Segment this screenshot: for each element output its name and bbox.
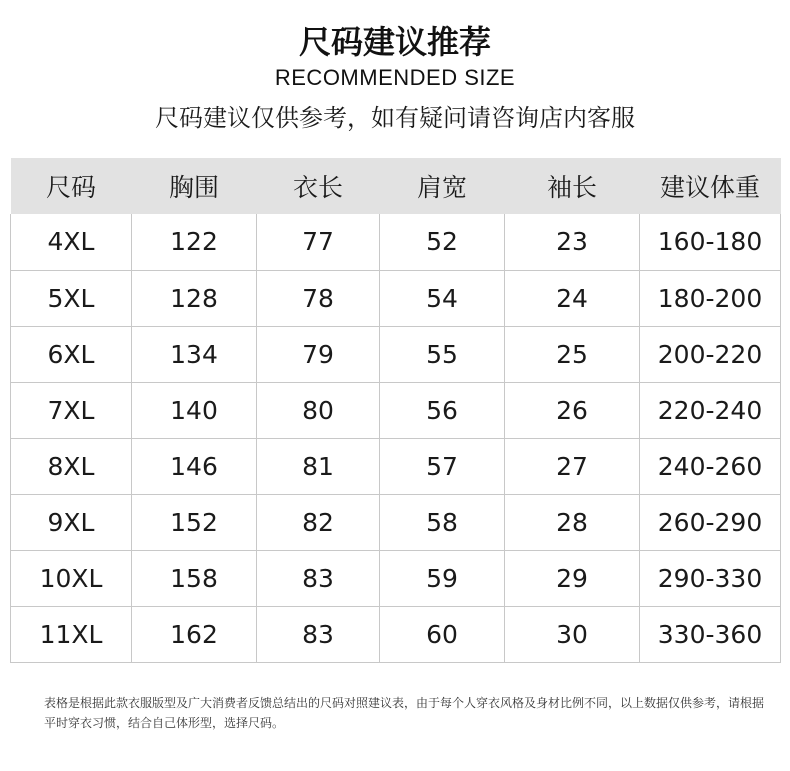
- cell-chest: 162: [132, 606, 257, 662]
- cell-size: 8XL: [11, 438, 132, 494]
- cell-length: 79: [257, 326, 380, 382]
- cell-size: 5XL: [11, 270, 132, 326]
- header-length: 衣长: [257, 158, 380, 214]
- header-shoulder: 肩宽: [380, 158, 505, 214]
- table-row: [11, 270, 781, 326]
- cell-chest: 146: [132, 438, 257, 494]
- cell-shoulder: 56: [380, 382, 505, 438]
- cell-chest: 158: [132, 550, 257, 606]
- cell-weight: 180-200: [640, 270, 781, 326]
- cell-length: 83: [257, 606, 380, 662]
- cell-size: 4XL: [11, 214, 132, 270]
- cell-length: 83: [257, 550, 380, 606]
- table-row: [11, 494, 781, 550]
- cell-sleeve: 23: [505, 214, 640, 270]
- cell-sleeve: 29: [505, 550, 640, 606]
- cell-chest: 128: [132, 270, 257, 326]
- header-weight: 建议体重: [640, 158, 781, 214]
- cell-weight: 240-260: [640, 438, 781, 494]
- cell-size: 10XL: [11, 550, 132, 606]
- cell-weight: 330-360: [640, 606, 781, 662]
- cell-shoulder: 59: [380, 550, 505, 606]
- page-subtitle: RECOMMENDED SIZE: [274, 65, 516, 90]
- cell-sleeve: 24: [505, 270, 640, 326]
- cell-sleeve: 26: [505, 382, 640, 438]
- cell-length: 81: [257, 438, 380, 494]
- table-row: [11, 382, 781, 438]
- cell-sleeve: 27: [505, 438, 640, 494]
- cell-length: 82: [257, 494, 380, 550]
- table-row: [11, 438, 781, 494]
- cell-sleeve: 25: [505, 326, 640, 382]
- cell-size: 11XL: [11, 606, 132, 662]
- size-table: [10, 158, 781, 663]
- cell-size: 7XL: [11, 382, 132, 438]
- size-notice: 尺码建议仅供参考，如有疑问请咨询店内客服: [155, 104, 635, 132]
- header-sleeve: 袖长: [505, 158, 640, 214]
- cell-chest: 140: [132, 382, 257, 438]
- header-chest: 胸围: [132, 158, 257, 214]
- cell-weight: 220-240: [640, 382, 781, 438]
- cell-weight: 290-330: [640, 550, 781, 606]
- cell-shoulder: 52: [380, 214, 505, 270]
- cell-weight: 200-220: [640, 326, 781, 382]
- cell-shoulder: 54: [380, 270, 505, 326]
- table-row: [11, 550, 781, 606]
- cell-shoulder: 57: [380, 438, 505, 494]
- cell-weight: 260-290: [640, 494, 781, 550]
- table-header-row: [11, 158, 781, 214]
- cell-sleeve: 30: [505, 606, 640, 662]
- table-row: [11, 326, 781, 382]
- header-size: 尺码: [11, 158, 132, 214]
- cell-length: 78: [257, 270, 380, 326]
- cell-shoulder: 58: [380, 494, 505, 550]
- cell-sleeve: 28: [505, 494, 640, 550]
- cell-length: 77: [257, 214, 380, 270]
- page-title: 尺码建议推荐: [298, 23, 491, 61]
- cell-size: 6XL: [11, 326, 132, 382]
- cell-shoulder: 60: [380, 606, 505, 662]
- cell-length: 80: [257, 382, 380, 438]
- footer-note: 表格是根据此款衣服版型及广大消费者反馈总结出的尺码对照建议表，由于每个人穿衣风格及身材比例不同，以上数据仅供参考，请根据平时穿衣习惯，结合自己体形型，选择尺码。: [44, 696, 765, 730]
- table-row: [11, 606, 781, 662]
- cell-weight: 160-180: [640, 214, 781, 270]
- cell-chest: 152: [132, 494, 257, 550]
- cell-size: 9XL: [11, 494, 132, 550]
- cell-chest: 122: [132, 214, 257, 270]
- cell-chest: 134: [132, 326, 257, 382]
- table-row: [11, 214, 781, 270]
- cell-shoulder: 55: [380, 326, 505, 382]
